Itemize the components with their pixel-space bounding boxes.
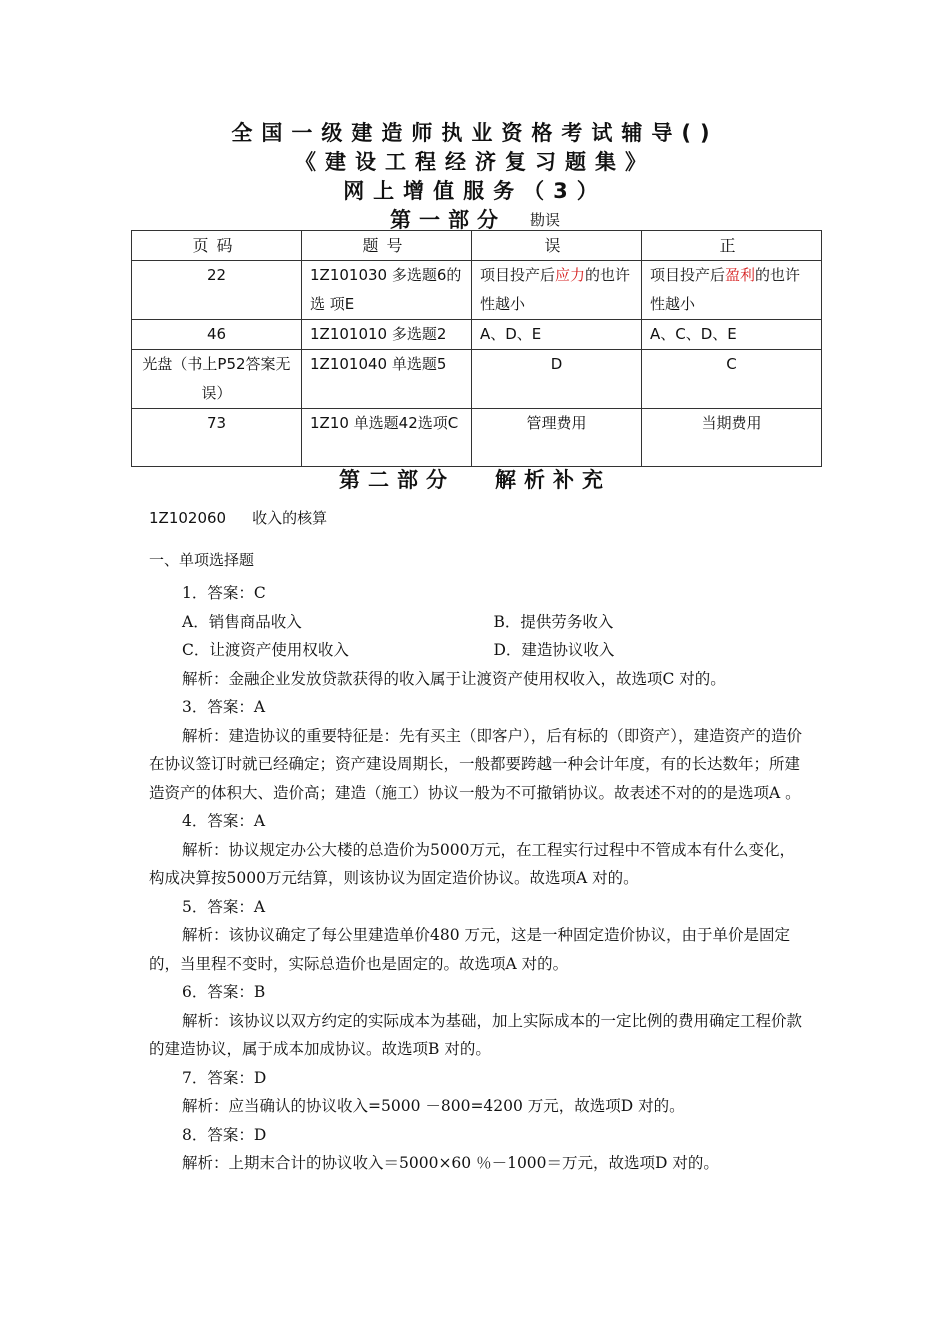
analysis-paragraph: 解析：上期末合计的协议收入＝5000×60 ％－1000＝万元，故选项D 对的。 [182,1154,719,1172]
table-row [132,350,822,409]
table-row [132,261,822,320]
highlight-right: 盈利 [725,266,756,284]
cell-wrong: 项目投产后应力的也许性越小 [472,261,642,320]
answer-line: 8．答案：D [182,1125,267,1144]
section-code: 1Z102060 [149,509,227,527]
col-header-right: 正 [642,231,822,261]
cell-right: 项目投产后盈利的也许性越小 [642,261,822,320]
cell-wrong: 管理费用 [472,409,642,467]
col-header-page: 页码 [132,231,302,261]
cell-right: A、C、D、E [642,320,822,350]
option-a: A．销售商品收入 [182,612,302,631]
option-d: D．建造协议收入 [493,641,615,659]
errata-table [131,230,822,467]
part2-heading [0,464,950,494]
answer-line: 4．答案：A [182,812,266,830]
part2-title: 第二部分 [339,468,455,492]
cell-question: 1Z101030 多选题6的选 项E [302,261,472,320]
col-header-wrong: 误 [472,231,642,261]
errata-header-row [132,231,822,261]
answer-line: 3．答案：A [182,698,266,716]
cell-wrong: A、D、E [472,320,642,350]
cell-wrong: D [472,350,642,409]
highlight-wrong: 应力 [555,266,586,284]
section-name: 收入的核算 [252,509,328,527]
table-row [132,409,822,467]
analysis-paragraph: 解析：建造协议的重要特征是：先有买主（即客户），后有标的（即资产），建造资产的造价在协议签订时就已经确定；资产建设周期长，一般都要跨越一种会计年度，有的长达数年；所建造资产的体积大、造价高；建造（施工）协议一般为不可撤销协议。故表述不对的的是选项A 。 [149,726,803,802]
part2-subtitle: 解析补充 [495,468,611,492]
cell-page: 46 [132,320,302,350]
cell-right: 当期费用 [642,409,822,467]
analysis-paragraph: 解析：该协议确定了每公里建造单价480 万元，这是一种固定造价协议，由于单价是固定的，当里程不变时，实际总造价也是固定的。故选项A 对的。 [149,926,791,973]
analysis-paragraph: 解析：金融企业发放贷款获得的收入属于让渡资产使用权收入，故选项C 对的。 [182,669,726,688]
part1-subtitle: 勘误 [529,211,560,229]
analysis-paragraph: 解析：协议规定办公大楼的总造价为5000万元，在工程实行过程中不管成本有什么变化，构成决算按5000万元结算，则该协议为固定造价协议。故选项A 对的。 [149,840,795,887]
option-c: C．让渡资产使用权收入 [182,641,349,659]
cell-question: 1Z10 单选题42选项C [302,409,472,467]
cell-right: C [642,350,822,409]
options-row [149,636,805,665]
section-type: 一、单项选择题 [149,551,255,569]
answer-line: 1．答案：C [182,584,266,602]
part1-title: 第一部分 [389,208,506,232]
section-code-line [149,507,327,528]
cell-question: 1Z101040 单选题5 [302,350,472,409]
options-row [149,608,805,637]
table-row [132,320,822,350]
cell-page: 73 [132,409,302,467]
doc-title-line2: 《建设工程经济复习题集》 [295,150,655,174]
answer-line: 6．答案：B [182,983,266,1001]
answer-line: 5．答案：A [182,897,266,916]
answers-body [149,579,805,1178]
cell-page: 光盘（书上P52答案无误） [132,350,302,409]
col-header-question: 题号 [302,231,472,261]
answer-line: 7．答案：D [182,1068,267,1087]
analysis-paragraph: 解析：该协议以双方约定的实际成本为基础，加上实际成本的一定比例的费用确定工程价款的建造协议，属于成本加成协议。故选项B 对的。 [149,1011,803,1058]
doc-title-line3: 网上增值服务（3） [343,179,607,203]
analysis-paragraph: 解析：应当确认的协议收入=5000 －800=4200 万元，故选项D 对的。 [182,1097,685,1115]
doc-title-line1: 全国一级建造师执业资格考试辅导() [231,121,719,145]
cell-question: 1Z101010 多选题2 [302,320,472,350]
option-b: B．提供劳务收入 [493,612,614,631]
cell-page: 22 [132,261,302,320]
